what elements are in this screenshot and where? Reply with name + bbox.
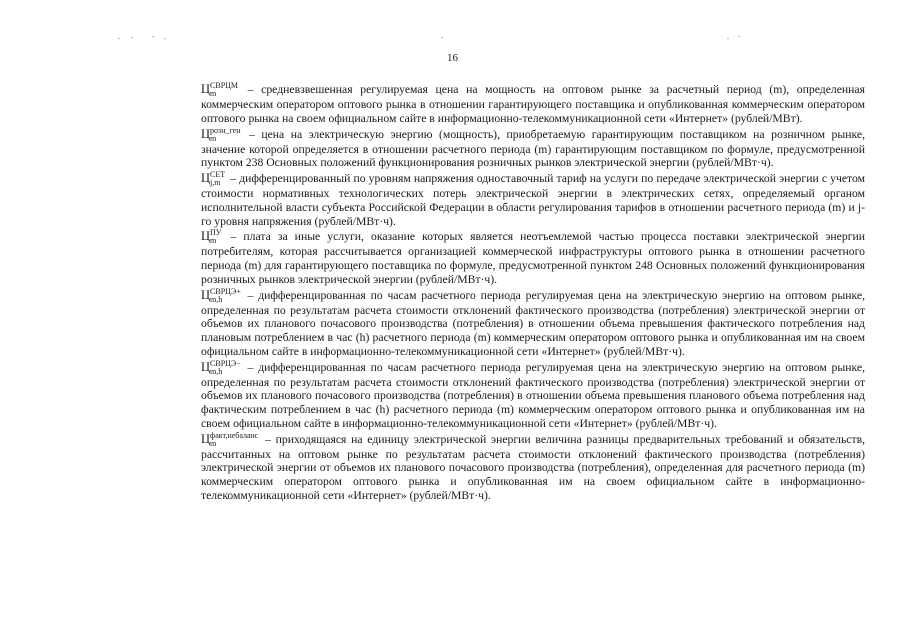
definition-paragraph	[201, 82, 865, 126]
page-number: 16	[447, 52, 458, 64]
symbol-superscript: СВРЦЭ−	[210, 358, 241, 368]
symbol-superscript: СЕТ	[210, 170, 226, 179]
symbol-superscript: СВРЦМ	[210, 81, 239, 90]
symbol-superscript: розн_ген	[210, 125, 241, 135]
definition-paragraph	[201, 127, 865, 171]
definition-paragraph	[201, 229, 865, 286]
definition-text: – приходящаяся на единицу электрической энергии величина разницы предварительных требований и обязательств, рассчитанных на оптовом рынке по результатам расчета стоимости отклонений фактического производства (потребления) электрической энергии от объемов их планового почасового производства (потребления), определенная для расчетного периода (m) коммерческим оператором оптового рынка и опубликованная им на своем официальном сайте в информационно-телекоммуникационной сети «Интернет» (рублей/МВт·ч).	[201, 432, 866, 502]
scan-artifact	[164, 38, 166, 39]
symbol-subscript: m	[210, 89, 217, 98]
definitions-list	[201, 82, 865, 504]
definition-text: – дифференцированная по часам расчетного периода регулируемая цена на электрическую энергию на оптовом рынке, определенная по результатам расчета стоимости отклонений фактического производства (потребления) электрической энергии от объемов их планового почасового производства (потребления) в отношении объема превышения фактического потребления над плановым потреблением в час (h) расчетного периода (m) коммерческим оператором оптового рынка и опубликованная им на своем официальном сайте в информационно-телекоммуникационной сети «Интернет» (рублей/МВт·ч).	[201, 288, 865, 358]
symbol-subscript: m	[210, 236, 217, 246]
scan-artifact	[441, 37, 443, 38]
price-symbol: Ц СВРЦЭ− m,h	[201, 358, 241, 376]
scan-artifact	[118, 38, 120, 39]
definition-text: – средневзвешенная регулируемая цена на мощность на оптовом рынке за расчетный период (m), определенная коммерческим оператором оптового рынка в отношении гарантирующего поставщика и опубликованная коммерческим оператором оптового рынка на своем официальном сайте в информационно-телекоммуникационной сети «Интернет» (рублей/МВт).	[201, 83, 865, 125]
definition-text: – дифференцированный по уровням напряжения одноставочный тариф на услуги по передаче электрической энергии с учетом стоимости нормативных технологических потерь электрической энергии в электрических сетях, определяемый органом исполнительной власти субъекта Российской Федерации в области регулирования тарифов в отношении расчетного периода (m) и j-го уровня напряжения (рублей/МВт·ч).	[201, 172, 865, 228]
scan-artifact	[152, 36, 154, 37]
symbol-subscript: m,h	[210, 294, 223, 304]
definition-text: – дифференцированная по часам расчетного периода регулируемая цена на электрическую энергию на оптовом рынке, определенная по результатам расчета стоимости отклонений фактического производства (потребления) электрической энергии от объемов их планового почасового производства (потребления) в отношении объема превышения планового объема потребления над фактическим потреблением в час (h) расчетного периода (m) коммерческим оператором оптового рынка и опубликованная им на своем официальном сайте в информационно-телекоммуникационной сети «Интернет» (рублей/МВт·ч).	[201, 360, 865, 430]
definition-paragraph	[201, 432, 865, 503]
price-symbol: Ц ПУ m	[201, 228, 222, 246]
scan-artifact	[727, 38, 729, 39]
scan-artifact	[738, 36, 740, 37]
symbol-superscript: СВРЦЭ+	[210, 286, 241, 296]
definition-text: – плата за иные услуги, оказание которых является неотъемлемой частью процесса поставки электрической энергии потребителям, которая рассчитывается организацией коммерческой инфраструктуры оптового рынка в отношении расчетного периода (m) для гарантирующего поставщика по формуле, предусмотренной пунктом 248 Основных положений функционирования розничных рынков электрической энергии (рублей/МВт·ч).	[201, 230, 866, 286]
symbol-superscript: факт,небаланс	[210, 430, 259, 440]
symbol-subscript: m	[210, 438, 217, 448]
price-symbol: Ц факт,небаланс m	[201, 430, 259, 448]
symbol-subscript: j,m	[210, 178, 221, 187]
symbol-subscript: m	[210, 133, 217, 143]
definition-paragraph	[201, 288, 865, 359]
price-symbol: Ц СВРЦМ m	[201, 81, 239, 98]
definition-paragraph	[201, 171, 865, 228]
symbol-superscript: ПУ	[210, 228, 222, 238]
price-symbol: Ц СВРЦЭ+ m,h	[201, 286, 241, 304]
definition-text: – цена на электрическую энергию (мощность), приобретаемую гарантирующим поставщиком на розничном рынке, значение которой определяется в отношении расчетного периода (m) гарантирующим поставщиком по формуле, предусмотренной пунктом 238 Основных положений функционирования розничных рынков электрической энергии (рублей/МВт·ч).	[201, 127, 865, 170]
price-symbol: Ц СЕТ j,m	[201, 170, 226, 187]
symbol-subscript: m,h	[210, 366, 223, 376]
scan-artifact	[131, 37, 133, 38]
price-symbol: Ц розн_ген m	[201, 125, 241, 143]
definition-paragraph	[201, 360, 865, 431]
